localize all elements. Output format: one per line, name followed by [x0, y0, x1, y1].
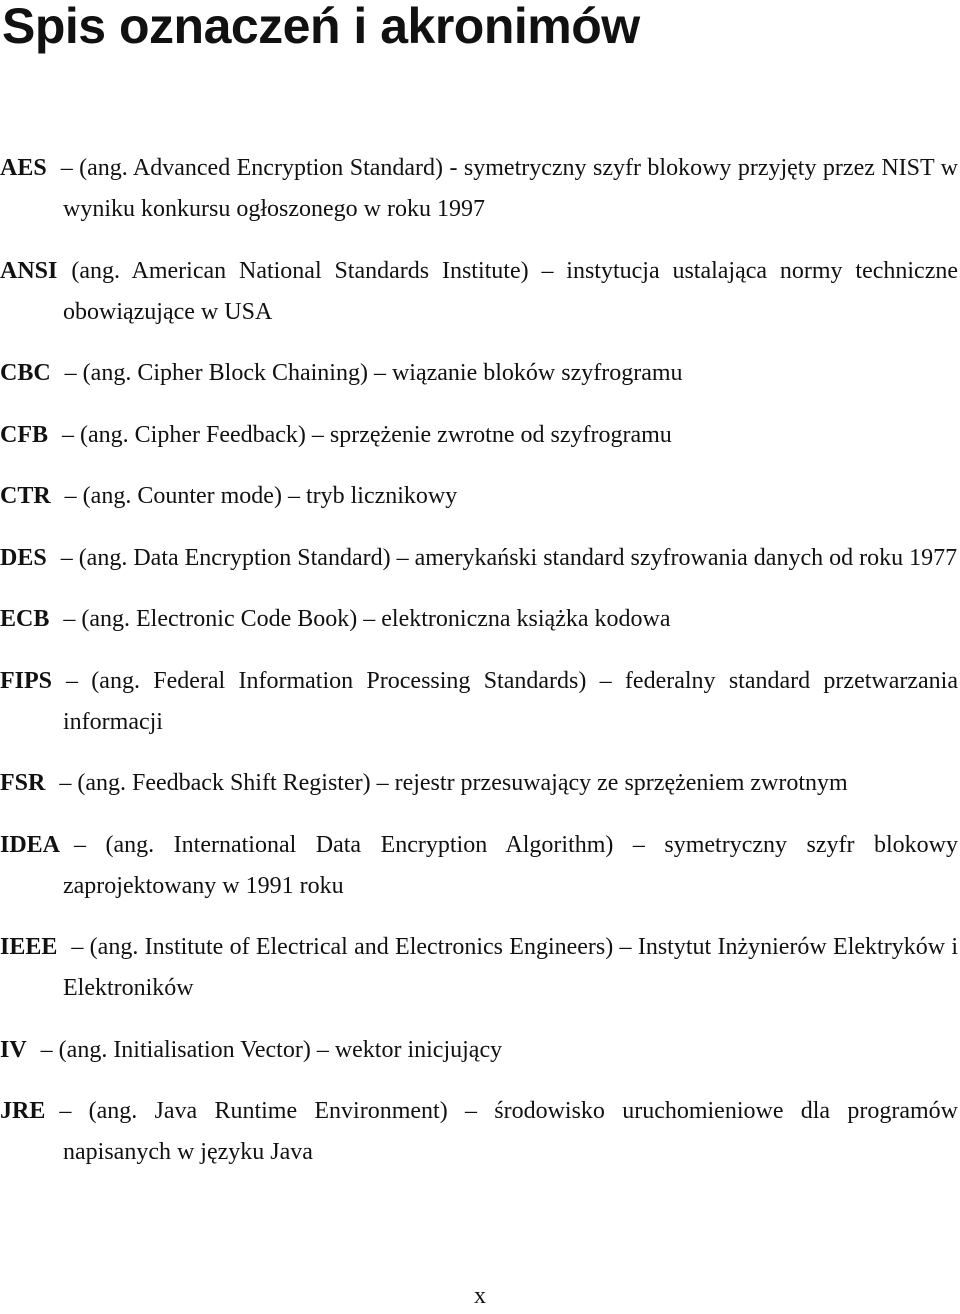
acronym-term: FIPS	[0, 667, 53, 694]
acronym-definition: – (ang. Cipher Block Chaining) – wiązanie bloków szyfrogramu	[64, 360, 683, 386]
acronym-entry-idea	[0, 825, 958, 907]
acronym-definition: – (ang. Cipher Feedback) – sprzężenie zwrotne od szyfrogramu	[62, 421, 672, 448]
acronym-term: FSR	[0, 770, 46, 796]
acronym-definition: – (ang. Initialisation Vector) – wektor inicjujący	[40, 1036, 503, 1063]
acronym-entry-ecb	[0, 599, 958, 640]
acronym-definition: – (ang. Data Encryption Standard) – amerykański standard szyfrowania danych od roku 1977	[60, 544, 958, 571]
page-title: Spis oznaczeń i akronimów	[2, 0, 640, 54]
acronym-list	[0, 148, 958, 1194]
acronym-entry-ieee	[0, 927, 958, 1009]
acronym-entry-jre	[0, 1091, 958, 1173]
acronym-term: JRE	[0, 1098, 46, 1124]
acronym-definition: (ang. American National Standards Institute) – instytucja ustalająca normy techniczne obowiązujące w USA	[63, 257, 958, 325]
acronym-term: IEEE	[0, 934, 58, 960]
acronym-entry-cbc	[0, 353, 958, 394]
acronym-definition: – (ang. Federal Information Processing Standards) – federalny standard przetwarzania informacji	[63, 667, 958, 735]
acronym-entry-ansi	[0, 251, 958, 333]
acronym-definition: – (ang. Electronic Code Book) – elektroniczna książka kodowa	[63, 606, 671, 632]
acronym-definition: – (ang. Java Runtime Environment) – środowisko uruchomieniowe dla programów napisanych w języku Java	[59, 1098, 958, 1165]
acronym-term: IV	[0, 1036, 27, 1063]
acronym-definition: – (ang. International Data Encryption Algorithm) – symetryczny szyfr blokowy zaprojektowany w 1991 roku	[63, 831, 958, 899]
acronym-entry-iv	[0, 1030, 958, 1071]
acronym-term: CTR	[0, 483, 51, 509]
acronym-entry-fips	[0, 661, 958, 743]
acronym-entry-des	[0, 538, 958, 579]
acronym-entry-aes	[0, 148, 958, 230]
acronym-definition: – (ang. Feedback Shift Register) – rejestr przesuwający ze sprzężeniem zwrotnym	[59, 770, 848, 796]
page-number: x	[474, 1283, 486, 1309]
acronym-term: CBC	[0, 360, 51, 386]
acronym-entry-cfb	[0, 415, 958, 456]
acronym-term: IDEA	[0, 831, 61, 858]
acronym-entry-fsr	[0, 763, 958, 804]
acronym-definition: – (ang. Institute of Electrical and Electronics Engineers) – Instytut Inżynierów Elektryków i Elektroników	[63, 934, 958, 1001]
acronym-term: CFB	[0, 421, 48, 448]
acronym-definition: – (ang. Counter mode) – tryb licznikowy	[64, 483, 458, 509]
acronym-term: ANSI	[0, 257, 58, 284]
acronym-term: DES	[0, 544, 47, 571]
acronym-term: ECB	[0, 606, 50, 632]
acronym-term: AES	[0, 155, 47, 181]
acronym-entry-ctr	[0, 476, 958, 517]
acronym-definition: – (ang. Advanced Encryption Standard) - symetryczny szyfr blokowy przyjęty przez NIST w wyniku konkursu ogłoszonego w roku 1997	[60, 155, 958, 222]
